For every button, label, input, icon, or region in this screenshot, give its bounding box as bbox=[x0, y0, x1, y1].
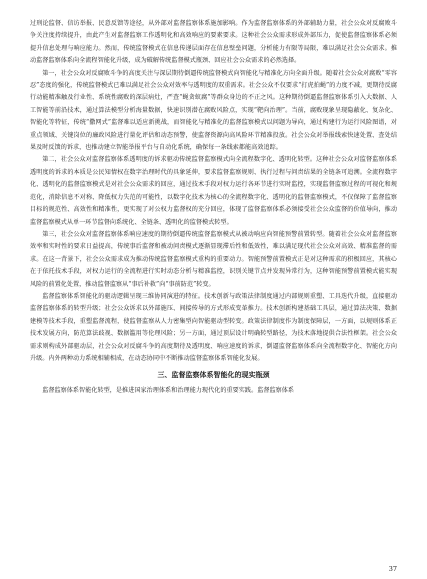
paragraph-continuation: 过刑论监督、信访举报、民意反馈等途径，从外部对监督监察体系施加影响。作为监督监察体系的外部辅助力量，社会公众对反腐败斗争关注度持续提升，由此产生对监督监察工作透明化和高效响应的要素要求。这种社会公众需求形成外部压力，促使监督监察体系必须提升信息处理与响应能力。然而，传统监督模式在信息传递层面存在信息壁垒问题，分析能力有限等局限，难以满足社会公众需求。推动监督监察体系向全流程智能化升级，成为破解传统监督模式瓶颈、回应社会公众需求的必然选择。 bbox=[30, 20, 397, 65]
paragraph-section-intro: 监督监察体系智能化转型，是推进国家治理体系和治理能力现代化的重要实践。监督监察体系 bbox=[42, 387, 295, 395]
paragraph-third-point: 第三，社会公众对监督监察体系响应速度的期待倒逼传统监督监察模式从被动响应向智能预警前置转型。随着社会公众对监督监察效率和实时性的要求日益提高，传统事后监督和被动问责模式逐渐显现滞后性和低效性，难以满足现代社会公众对高效、精准监督的需求。在这一背景下，社会公众需求成为推动传统监督监察模式重构的重要动力。智能预警前置模式正是对这种需求的积极回应，其核心在于依托技术手段，对权力运行的全流程进行实时动态分析与精准监控，识别关键节点并发现异常行为，这种智能预警前置模式能实现风险的前置化处置，推动监督监察从“事后补救”向“事前防范”转变。 bbox=[30, 230, 397, 288]
page-number: 37 bbox=[388, 565, 397, 573]
paragraph-summary: 监督监察体系智能化的驱动逻辑呈现三维协同演进的特征。技术创新与政策法律制度通过内部规则重塑、工具迭代升级，直接驱动监督监察体系的转型升级；社会公众诉求以外部施压、间接传导的方式形成变革推力。技术创新构建基础工具层，通过算法决策、数据建模等技术手段，重塑监督流程，使监督监察从人力密集型向智能驱动型转变。政策法律制度作为制度保障层，一方面，以规则体系正技术发展方向，防范算法歧视、数据滥用等伦理风险；另一方面，通过顶层设计明确转型路径，为技术落地提供合法性框架。社会公众需求则构成外部驱动层，社会公众对反腐斗争的高度期待及透明度、响应速度的诉求，倒逼监督监察体系向全流程数字化、智能化方向升级。内外两种动力系统相辅相成，在动态协同中不断推动监督监察体系智能化发展。 bbox=[30, 292, 397, 362]
paragraph-first-point: 第一，社会公众对反腐败斗争的高度关注与深层期待倒逼传统监督模式向智能化与精准化方向全面升级。随着社会公众对腐败“零容忍”态度的强化，传统监督模式已难以满足社会公众对效率与透明度的双重需求。社会公众不仅要求“打虎拍蝇”的力度不减，更期待反腐行动能精准触及行业性、系统性腐败的深层病灶，严查“蝇贪蚁腐”等群众身边的不正之风。这种期待倒逼监督监察体系引入大数据、人工智能等前沿技术，通过算法模型分析海量数据，快速识别潜在腐败风险点，实现“靶向治理”。当前，腐败现象呈现隐蔽化、复杂化、智能化等特征，传统“撒网式”监督难以适应新挑战，而智能化与精准化的监督监察模式以问题为导向，通过构建行为运行风险图谱，对重点领域、关键岗位的廉政风险进行量化评估和动态预警，使监督资源向高风险环节精准投放。社会公众对举报线索快速处置、查处结果及时反馈的诉求，也推动建立智能举报平台与自动化系统，确保每一条线索都能高效追踪。 bbox=[30, 69, 397, 152]
section-heading: 三、监督监察体系智能化的现实瓶颈 bbox=[157, 371, 270, 380]
paragraph-second-point: 第二，社会公众对监督监察体系透明度的诉求驱动传统监督监察模式向全流程数字化、透明化转型。这种社会公众对监督监察体系透明度的诉求的本质是公民知情权在数字治理时代的具象延伸，要求监督监察规则、执行过程与问责结果的全链条可追溯。全流程数字化、透明化的监督监察模式是对社会公众需求的回应，通过技术手段对权力运行各环节进行实时监控，实现监督监察过程的可视化和规范化，消除信息不对称、降低权力失范的可能性，以数字化技术为核心的全流程数字化、透明化的监督监察模式，不仅保障了监督监察目标的规范性、高效性和精准性，更实现了对公权力监督权的充分回应，体现了监督监察体系必须接受社会公众监督的价值导向，推动监督监察模式从单一环节监督向系统化、全链条、透明化的监督模式转型。 bbox=[30, 156, 397, 226]
